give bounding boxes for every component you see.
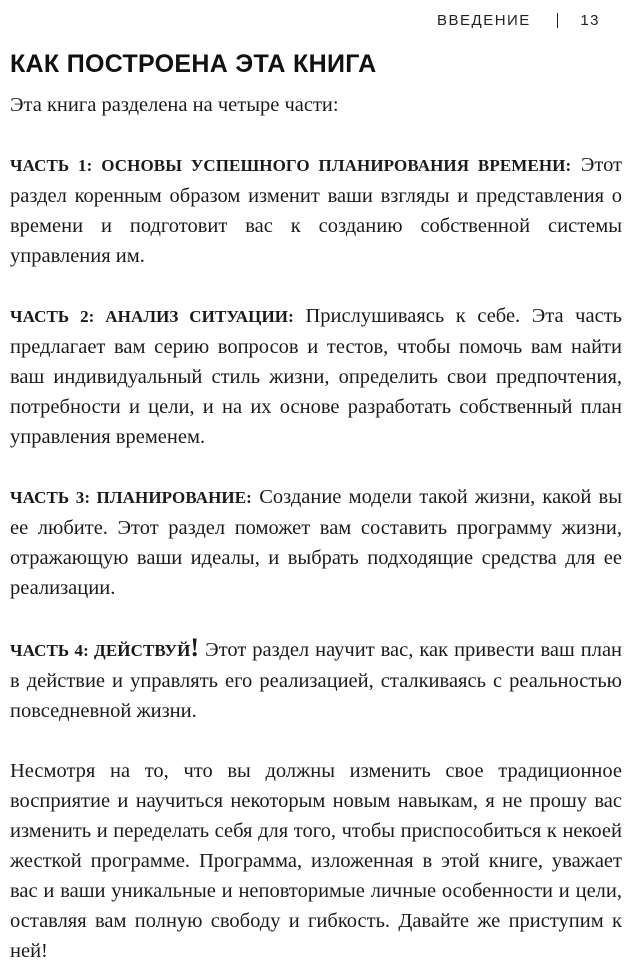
part-1-label: ЧАСТЬ 1: ОСНОВЫ УСПЕШНОГО ПЛАНИРОВАНИЯ ВРЕМЕНИ:	[10, 156, 572, 175]
part-1-text: Этот раздел коренным образом изменит ваши взгляды и представления о времени и подготовит вас к созданию собственной системы управления им.	[10, 154, 623, 267]
part-2-paragraph	[10, 301, 622, 452]
part-2-text: Прислушиваясь к себе. Эта часть предлагает вам серию вопросов и тестов, чтобы помочь вам найти ваш индивидуальный стиль жизни, определить свои предпочтения, потребности и цели, и на их основе разработать собственный план управления временем.	[10, 305, 622, 448]
section-name: ВВЕДЕНИЕ	[437, 12, 531, 29]
part-2-label: ЧАСТЬ 2: АНАЛИЗ СИТУАЦИИ:	[10, 307, 294, 326]
part-3-text: Создание модели такой жизни, какой вы ее любите. Этот раздел поможет вам составить программу жизни, отражающую ваши идеалы, и выбрать подходящие средства для ее реализации.	[10, 486, 622, 599]
part-4-text: Этот раздел научит вас, как привести ваш план в действие и управлять его реализацией, сталкиваясь с реальностью повседневной жизни.	[10, 639, 623, 722]
part-1-paragraph	[10, 150, 622, 271]
header-divider	[557, 13, 559, 28]
page-number: 13	[580, 12, 600, 29]
running-head	[437, 12, 600, 29]
page-title: КАК ПОСТРОЕНА ЭТА КНИГА	[10, 50, 377, 78]
page-body	[10, 90, 622, 966]
part-4-label	[10, 633, 200, 662]
part-4-exclamation: !	[190, 633, 200, 662]
part-4-label-text: ЧАСТЬ 4: ДЕЙСТВУЙ	[10, 641, 191, 660]
intro-paragraph: Эта книга разделена на четыре части:	[10, 94, 339, 116]
part-3-paragraph	[10, 482, 622, 603]
part-3-label: ЧАСТЬ 3: ПЛАНИРОВАНИЕ:	[10, 488, 252, 507]
part-4-paragraph	[10, 633, 622, 726]
closing-paragraph: Несмотря на то, что вы должны изменить свое традиционное восприятие и научиться некоторым новым навыкам, я не прошу вас изменить и переделать себя для того, чтобы приспособиться к некоей жесткой программе. Программа, изложенная в этой книге, уважает вас и ваши уникальные и неповторимые личные особенности и цели, оставляя вам полную свободу и гибкость. Давайте же приступим к ней!	[10, 760, 622, 962]
